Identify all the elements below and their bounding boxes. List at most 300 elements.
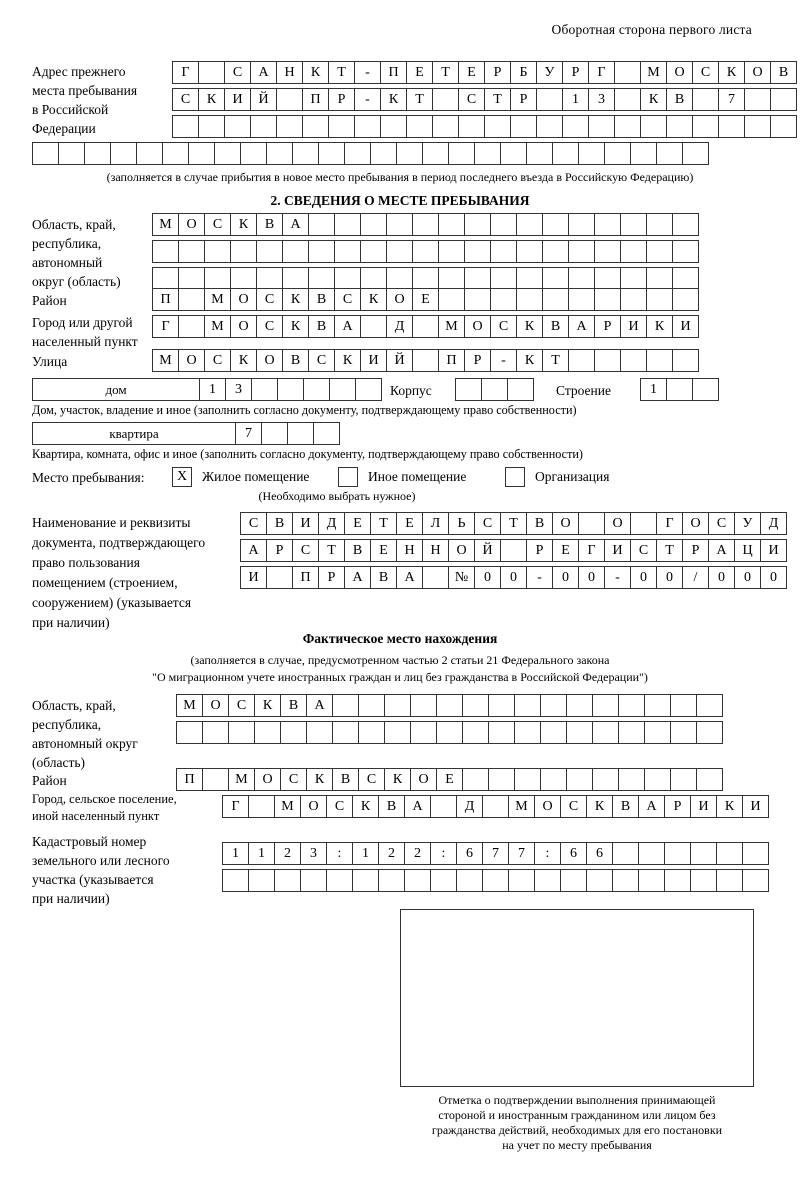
char-cell[interactable]	[386, 213, 413, 236]
char-cell[interactable]	[672, 267, 699, 290]
char-cell[interactable]	[552, 142, 579, 165]
char-cell[interactable]	[586, 869, 613, 892]
char-cell[interactable]	[592, 694, 619, 717]
char-cell[interactable]	[172, 115, 199, 138]
char-cell[interactable]: И	[240, 566, 267, 589]
char-cell[interactable]: В	[770, 61, 797, 84]
char-cell[interactable]	[412, 213, 439, 236]
char-cell[interactable]: А	[404, 795, 431, 818]
char-cell[interactable]	[360, 213, 387, 236]
char-cell[interactable]	[696, 721, 723, 744]
char-cell[interactable]: О	[410, 768, 437, 791]
char-cell[interactable]: А	[334, 315, 361, 338]
char-cell[interactable]	[612, 842, 639, 865]
document-row-2[interactable]	[240, 539, 786, 562]
char-cell[interactable]: 0	[578, 566, 605, 589]
char-cell[interactable]: А	[396, 566, 423, 589]
char-cell[interactable]: 1	[199, 378, 226, 401]
char-cell[interactable]	[744, 115, 771, 138]
char-cell[interactable]	[604, 142, 631, 165]
char-cell[interactable]: 0	[656, 566, 683, 589]
char-cell[interactable]: -	[526, 566, 553, 589]
char-cell[interactable]	[612, 869, 639, 892]
char-cell[interactable]: С	[490, 315, 517, 338]
char-cell[interactable]: Е	[344, 512, 371, 535]
char-cell[interactable]: У	[734, 512, 761, 535]
char-cell[interactable]	[742, 869, 769, 892]
char-cell[interactable]	[344, 142, 371, 165]
char-cell[interactable]	[261, 422, 288, 445]
char-cell[interactable]: М	[438, 315, 465, 338]
char-cell[interactable]	[386, 267, 413, 290]
checkbox-organization[interactable]	[505, 467, 525, 487]
char-cell[interactable]: В	[612, 795, 639, 818]
char-cell[interactable]: С	[326, 795, 353, 818]
char-cell[interactable]	[508, 869, 535, 892]
char-cell[interactable]: Г	[172, 61, 199, 84]
char-cell[interactable]	[380, 115, 407, 138]
char-cell[interactable]: -	[354, 88, 381, 111]
char-cell[interactable]: Р	[328, 88, 355, 111]
char-cell[interactable]	[178, 240, 205, 263]
char-cell[interactable]: О	[744, 61, 771, 84]
char-cell[interactable]	[422, 142, 449, 165]
char-cell[interactable]: С	[280, 768, 307, 791]
char-cell[interactable]	[542, 240, 569, 263]
char-cell[interactable]: К	[516, 349, 543, 372]
char-cell[interactable]: М	[640, 61, 667, 84]
char-cell[interactable]	[436, 721, 463, 744]
char-cell[interactable]: -	[490, 349, 517, 372]
char-cell[interactable]	[516, 288, 543, 311]
char-cell[interactable]: Е	[436, 768, 463, 791]
char-cell[interactable]: Р	[510, 88, 537, 111]
char-cell[interactable]: 1	[352, 842, 379, 865]
char-cell[interactable]: О	[256, 349, 283, 372]
char-cell[interactable]: 6	[456, 842, 483, 865]
city-row[interactable]	[152, 315, 698, 338]
char-cell[interactable]	[770, 88, 797, 111]
char-cell[interactable]	[358, 694, 385, 717]
char-cell[interactable]: Д	[386, 315, 413, 338]
char-cell[interactable]	[370, 142, 397, 165]
char-cell[interactable]: Б	[510, 61, 537, 84]
char-cell[interactable]	[514, 768, 541, 791]
char-cell[interactable]	[540, 694, 567, 717]
char-cell[interactable]	[594, 267, 621, 290]
flat-cells[interactable]	[235, 422, 339, 445]
place-type-option-1[interactable]	[172, 467, 309, 487]
char-cell[interactable]	[690, 842, 717, 865]
char-cell[interactable]	[32, 142, 59, 165]
char-cell[interactable]: М	[204, 288, 231, 311]
char-cell[interactable]	[716, 842, 743, 865]
char-cell[interactable]: А	[638, 795, 665, 818]
char-cell[interactable]: О	[604, 512, 631, 535]
char-cell[interactable]	[488, 721, 515, 744]
char-cell[interactable]	[510, 115, 537, 138]
char-cell[interactable]	[614, 61, 641, 84]
char-cell[interactable]: :	[430, 842, 457, 865]
char-cell[interactable]	[306, 721, 333, 744]
char-cell[interactable]: С	[308, 349, 335, 372]
prev-address-row-3[interactable]	[172, 115, 796, 138]
char-cell[interactable]	[464, 213, 491, 236]
char-cell[interactable]	[188, 142, 215, 165]
char-cell[interactable]: К	[516, 315, 543, 338]
char-cell[interactable]	[566, 768, 593, 791]
char-cell[interactable]: Н	[422, 539, 449, 562]
char-cell[interactable]: П	[152, 288, 179, 311]
char-cell[interactable]: Т	[406, 88, 433, 111]
char-cell[interactable]	[620, 213, 647, 236]
char-cell[interactable]: М	[152, 213, 179, 236]
char-cell[interactable]	[292, 142, 319, 165]
char-cell[interactable]	[360, 267, 387, 290]
char-cell[interactable]: Т	[542, 349, 569, 372]
char-cell[interactable]	[412, 349, 439, 372]
char-cell[interactable]	[432, 88, 459, 111]
char-cell[interactable]: С	[256, 288, 283, 311]
char-cell[interactable]: М	[152, 349, 179, 372]
char-cell[interactable]	[360, 315, 387, 338]
char-cell[interactable]	[204, 267, 231, 290]
char-cell[interactable]: О	[300, 795, 327, 818]
region-row-2[interactable]	[152, 240, 698, 263]
char-cell[interactable]: Н	[276, 61, 303, 84]
char-cell[interactable]	[355, 378, 382, 401]
char-cell[interactable]	[378, 869, 405, 892]
char-cell[interactable]	[514, 721, 541, 744]
char-cell[interactable]: 0	[630, 566, 657, 589]
char-cell[interactable]: Е	[406, 61, 433, 84]
char-cell[interactable]: М	[274, 795, 301, 818]
char-cell[interactable]: Р	[526, 539, 553, 562]
char-cell[interactable]	[542, 288, 569, 311]
char-cell[interactable]: К	[282, 288, 309, 311]
char-cell[interactable]: В	[526, 512, 553, 535]
char-cell[interactable]: К	[380, 88, 407, 111]
char-cell[interactable]	[646, 240, 673, 263]
char-cell[interactable]	[422, 566, 449, 589]
actual-region-row-2[interactable]	[176, 721, 722, 744]
region-row-3[interactable]	[152, 267, 698, 290]
char-cell[interactable]: Т	[500, 512, 527, 535]
char-cell[interactable]: Р	[266, 539, 293, 562]
char-cell[interactable]	[488, 694, 515, 717]
char-cell[interactable]: Т	[432, 61, 459, 84]
char-cell[interactable]	[592, 721, 619, 744]
char-cell[interactable]	[58, 142, 85, 165]
char-cell[interactable]: О	[230, 315, 257, 338]
char-cell[interactable]: К	[198, 88, 225, 111]
house-cells[interactable]	[199, 378, 381, 401]
char-cell[interactable]: Й	[474, 539, 501, 562]
actual-region-row-1[interactable]	[176, 694, 722, 717]
char-cell[interactable]: В	[378, 795, 405, 818]
char-cell[interactable]	[507, 378, 534, 401]
char-cell[interactable]	[618, 768, 645, 791]
char-cell[interactable]	[568, 267, 595, 290]
char-cell[interactable]	[438, 213, 465, 236]
char-cell[interactable]	[248, 795, 275, 818]
district-row[interactable]	[152, 288, 698, 311]
char-cell[interactable]	[614, 115, 641, 138]
char-cell[interactable]	[334, 240, 361, 263]
char-cell[interactable]: С	[334, 288, 361, 311]
char-cell[interactable]	[152, 240, 179, 263]
char-cell[interactable]	[300, 869, 327, 892]
char-cell[interactable]: М	[228, 768, 255, 791]
char-cell[interactable]	[276, 88, 303, 111]
char-cell[interactable]: К	[646, 315, 673, 338]
char-cell[interactable]	[110, 142, 137, 165]
char-cell[interactable]: Г	[222, 795, 249, 818]
char-cell[interactable]	[664, 842, 691, 865]
char-cell[interactable]	[432, 115, 459, 138]
char-cell[interactable]: 3	[588, 88, 615, 111]
char-cell[interactable]	[620, 288, 647, 311]
char-cell[interactable]	[620, 267, 647, 290]
char-cell[interactable]	[332, 694, 359, 717]
char-cell[interactable]: К	[586, 795, 613, 818]
actual-city-row[interactable]	[222, 795, 768, 818]
char-cell[interactable]	[490, 213, 517, 236]
char-cell[interactable]	[230, 267, 257, 290]
char-cell[interactable]: И	[224, 88, 251, 111]
char-cell[interactable]: О	[552, 512, 579, 535]
char-cell[interactable]	[334, 213, 361, 236]
char-cell[interactable]: 7	[508, 842, 535, 865]
char-cell[interactable]	[670, 768, 697, 791]
char-cell[interactable]	[462, 721, 489, 744]
char-cell[interactable]	[410, 721, 437, 744]
char-cell[interactable]: 0	[474, 566, 501, 589]
char-cell[interactable]	[692, 88, 719, 111]
char-cell[interactable]	[256, 240, 283, 263]
char-cell[interactable]	[308, 267, 335, 290]
char-cell[interactable]	[646, 288, 673, 311]
char-cell[interactable]: Е	[552, 539, 579, 562]
char-cell[interactable]	[222, 869, 249, 892]
char-cell[interactable]: П	[302, 88, 329, 111]
char-cell[interactable]	[250, 115, 277, 138]
char-cell[interactable]	[438, 267, 465, 290]
char-cell[interactable]: С	[224, 61, 251, 84]
char-cell[interactable]: -	[604, 566, 631, 589]
prev-address-row-4[interactable]	[32, 142, 708, 165]
char-cell[interactable]	[313, 422, 340, 445]
char-cell[interactable]	[84, 142, 111, 165]
checkbox-residential[interactable]: Х	[172, 467, 192, 487]
char-cell[interactable]: :	[534, 842, 561, 865]
char-cell[interactable]	[410, 694, 437, 717]
char-cell[interactable]: Т	[484, 88, 511, 111]
char-cell[interactable]: Е	[396, 512, 423, 535]
char-cell[interactable]: С	[292, 539, 319, 562]
char-cell[interactable]	[526, 142, 553, 165]
char-cell[interactable]	[308, 213, 335, 236]
char-cell[interactable]	[352, 869, 379, 892]
char-cell[interactable]	[594, 288, 621, 311]
char-cell[interactable]: В	[332, 768, 359, 791]
char-cell[interactable]	[326, 869, 353, 892]
char-cell[interactable]	[274, 869, 301, 892]
char-cell[interactable]: С	[708, 512, 735, 535]
char-cell[interactable]: 0	[708, 566, 735, 589]
char-cell[interactable]	[646, 349, 673, 372]
char-cell[interactable]	[630, 512, 657, 535]
char-cell[interactable]	[696, 768, 723, 791]
char-cell[interactable]	[386, 240, 413, 263]
char-cell[interactable]	[354, 115, 381, 138]
char-cell[interactable]: 1	[562, 88, 589, 111]
char-cell[interactable]: Й	[250, 88, 277, 111]
char-cell[interactable]	[230, 240, 257, 263]
char-cell[interactable]	[412, 315, 439, 338]
document-row-3[interactable]	[240, 566, 786, 589]
char-cell[interactable]: В	[666, 88, 693, 111]
char-cell[interactable]: Ц	[734, 539, 761, 562]
char-cell[interactable]: В	[308, 315, 335, 338]
char-cell[interactable]	[690, 869, 717, 892]
char-cell[interactable]	[644, 694, 671, 717]
char-cell[interactable]	[251, 378, 278, 401]
char-cell[interactable]	[578, 142, 605, 165]
char-cell[interactable]: О	[682, 512, 709, 535]
document-row-1[interactable]	[240, 512, 786, 535]
char-cell[interactable]	[618, 694, 645, 717]
char-cell[interactable]	[202, 721, 229, 744]
char-cell[interactable]: Р	[464, 349, 491, 372]
char-cell[interactable]: Г	[588, 61, 615, 84]
char-cell[interactable]	[464, 288, 491, 311]
char-cell[interactable]: О	[230, 288, 257, 311]
char-cell[interactable]	[240, 142, 267, 165]
char-cell[interactable]	[646, 213, 673, 236]
char-cell[interactable]	[770, 115, 797, 138]
cadastral-row-2[interactable]	[222, 869, 768, 892]
char-cell[interactable]	[406, 115, 433, 138]
char-cell[interactable]: М	[204, 315, 231, 338]
char-cell[interactable]: Р	[562, 61, 589, 84]
char-cell[interactable]: А	[282, 213, 309, 236]
char-cell[interactable]	[540, 768, 567, 791]
char-cell[interactable]: А	[240, 539, 267, 562]
char-cell[interactable]	[308, 240, 335, 263]
char-cell[interactable]	[682, 142, 709, 165]
char-cell[interactable]: -	[354, 61, 381, 84]
char-cell[interactable]: О	[254, 768, 281, 791]
char-cell[interactable]: С	[204, 213, 231, 236]
char-cell[interactable]: 1	[222, 842, 249, 865]
char-cell[interactable]: 6	[560, 842, 587, 865]
char-cell[interactable]	[562, 115, 589, 138]
char-cell[interactable]: Й	[386, 349, 413, 372]
char-cell[interactable]: С	[358, 768, 385, 791]
char-cell[interactable]: И	[360, 349, 387, 372]
char-cell[interactable]	[692, 378, 719, 401]
char-cell[interactable]	[266, 566, 293, 589]
char-cell[interactable]	[516, 213, 543, 236]
char-cell[interactable]: К	[640, 88, 667, 111]
char-cell[interactable]	[566, 694, 593, 717]
char-cell[interactable]: В	[370, 566, 397, 589]
char-cell[interactable]: А	[306, 694, 333, 717]
char-cell[interactable]: С	[692, 61, 719, 84]
char-cell[interactable]: 2	[274, 842, 301, 865]
char-cell[interactable]	[360, 240, 387, 263]
char-cell[interactable]	[464, 267, 491, 290]
char-cell[interactable]	[490, 267, 517, 290]
char-cell[interactable]: К	[334, 349, 361, 372]
char-cell[interactable]	[672, 288, 699, 311]
char-cell[interactable]: К	[352, 795, 379, 818]
char-cell[interactable]	[614, 88, 641, 111]
char-cell[interactable]	[358, 721, 385, 744]
char-cell[interactable]	[456, 869, 483, 892]
char-cell[interactable]: 0	[500, 566, 527, 589]
char-cell[interactable]	[568, 240, 595, 263]
char-cell[interactable]: А	[708, 539, 735, 562]
char-cell[interactable]: 7	[235, 422, 262, 445]
char-cell[interactable]	[438, 288, 465, 311]
char-cell[interactable]	[276, 115, 303, 138]
char-cell[interactable]	[318, 142, 345, 165]
char-cell[interactable]: К	[230, 213, 257, 236]
char-cell[interactable]: В	[266, 512, 293, 535]
char-cell[interactable]	[396, 142, 423, 165]
prev-address-row-1[interactable]	[172, 61, 796, 84]
char-cell[interactable]: И	[672, 315, 699, 338]
char-cell[interactable]: Л	[422, 512, 449, 535]
char-cell[interactable]	[514, 694, 541, 717]
char-cell[interactable]: Ь	[448, 512, 475, 535]
char-cell[interactable]	[136, 142, 163, 165]
char-cell[interactable]	[672, 349, 699, 372]
char-cell[interactable]	[620, 349, 647, 372]
street-row[interactable]	[152, 349, 698, 372]
char-cell[interactable]: К	[254, 694, 281, 717]
char-cell[interactable]	[644, 768, 671, 791]
char-cell[interactable]: С	[458, 88, 485, 111]
char-cell[interactable]: О	[178, 349, 205, 372]
char-cell[interactable]	[329, 378, 356, 401]
char-cell[interactable]: С	[474, 512, 501, 535]
char-cell[interactable]: 1	[248, 842, 275, 865]
char-cell[interactable]	[696, 694, 723, 717]
char-cell[interactable]: Г	[656, 512, 683, 535]
char-cell[interactable]	[198, 61, 225, 84]
char-cell[interactable]	[670, 721, 697, 744]
char-cell[interactable]: О	[178, 213, 205, 236]
char-cell[interactable]	[488, 768, 515, 791]
char-cell[interactable]: 1	[640, 378, 667, 401]
char-cell[interactable]: А	[344, 566, 371, 589]
char-cell[interactable]	[254, 721, 281, 744]
char-cell[interactable]	[620, 240, 647, 263]
char-cell[interactable]	[430, 869, 457, 892]
char-cell[interactable]	[638, 842, 665, 865]
char-cell[interactable]	[214, 142, 241, 165]
char-cell[interactable]	[540, 721, 567, 744]
char-cell[interactable]	[656, 142, 683, 165]
char-cell[interactable]: В	[344, 539, 371, 562]
char-cell[interactable]: Р	[484, 61, 511, 84]
char-cell[interactable]: О	[202, 694, 229, 717]
char-cell[interactable]: В	[542, 315, 569, 338]
char-cell[interactable]: И	[604, 539, 631, 562]
